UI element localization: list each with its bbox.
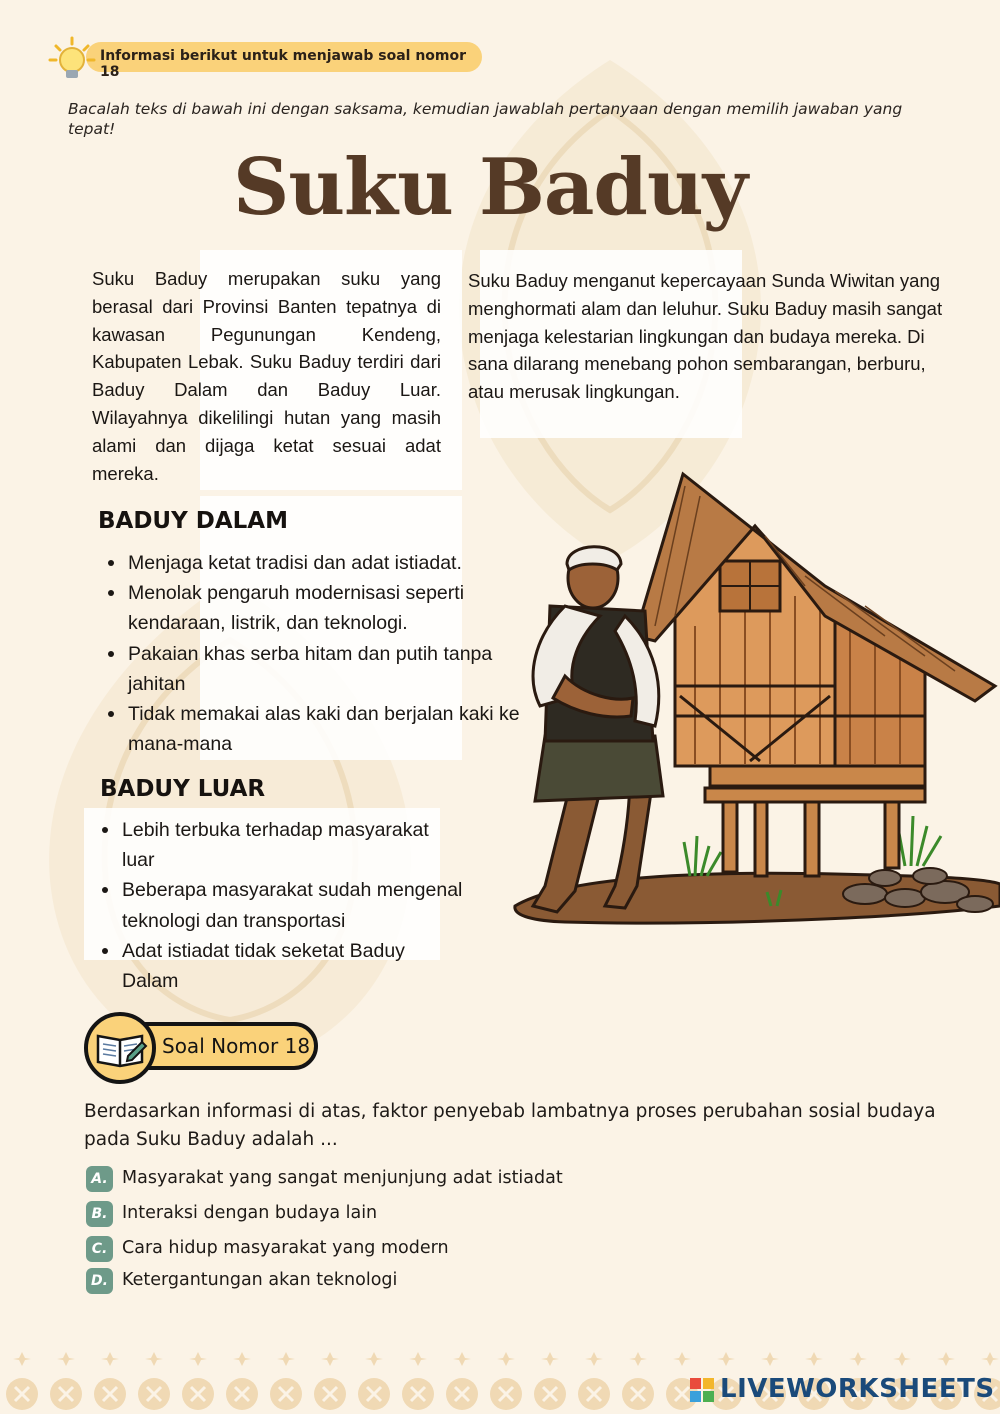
baduy-dalam-list [98,548,528,759]
list-item: Menolak pengaruh modernisasi seperti kendaraan, listrik, dan teknologi. [98,578,528,638]
open-book-icon [88,1016,152,1080]
baduy-dalam-heading: BADUY DALAM [98,508,288,534]
soal-badge [84,1010,324,1085]
option-letter: A. [86,1166,113,1192]
baduy-luar-heading: BADUY LUAR [100,776,266,802]
info-banner [48,36,484,78]
banner-text: Informasi berikut untuk menjawab soal nomor 18 [100,48,467,80]
question-text: Berdasarkan informasi di atas, faktor penyebab lambatnya proses perubahan sosial budaya pada Suku Baduy adalah ... [84,1101,936,1150]
baduy-man-and-house-illustration [505,466,1000,930]
soal-circle [84,1012,156,1084]
liveworksheets-logo-icon [690,1378,714,1402]
page-title: Suku Baduy [233,142,747,233]
option-c[interactable] [86,1236,646,1262]
option-text: Masyarakat yang sangat menjunjung adat istiadat [122,1168,563,1188]
baduy-luar-list [92,815,464,996]
list-item: Menjaga ketat tradisi dan adat istiadat. [98,548,528,578]
lightbulb-icon [48,36,96,84]
option-a[interactable] [86,1166,646,1192]
option-letter: D. [86,1268,113,1294]
option-letter: C. [86,1236,113,1262]
option-text: Interaksi dengan budaya lain [122,1203,378,1223]
option-letter: B. [86,1201,113,1227]
instruction-text: Bacalah teks di bawah ini dengan saksama, kemudian jawablah pertanyaan dengan memilih jawaban yang tepat! [68,100,903,138]
soal-label: Soal Nomor 18 [162,1034,311,1058]
option-d[interactable] [86,1268,646,1294]
option-text: Cara hidup masyarakat yang modern [122,1238,449,1258]
intro-left-paragraph: Suku Baduy merupakan suku yang berasal dari Provinsi Banten tepatnya di kawasan Pegunungan Kendeng, Kabupaten Lebak. Suku Baduy terdiri dari Baduy Dalam dan Baduy Luar. Wilayahnya dikelilingi hutan yang masih alami dan dijaga ketat sesuai adat mereka. [92,268,441,484]
list-item: Lebih terbuka terhadap masyarakat luar [92,815,464,875]
list-item: Tidak memakai alas kaki dan berjalan kaki ke mana-mana [98,699,528,759]
list-item: Pakaian khas serba hitam dan putih tanpa jahitan [98,639,528,699]
brand-text: LIVEWORKSHEETS [720,1374,995,1404]
list-item: Beberapa masyarakat sudah mengenal teknologi dan transportasi [92,875,464,935]
option-b[interactable] [86,1201,646,1227]
option-text: Ketergantungan akan teknologi [122,1270,398,1290]
intro-right-paragraph: Suku Baduy menganut kepercayaan Sunda Wiwitan yang menghormati alam dan leluhur. Suku Baduy masih sangat menjaga kelestarian lingkungan dan budaya mereka. Di sana dilarang menebang pohon sembarangan, berburu, atau merusak lingkungan. [468,270,943,403]
list-item: Adat istiadat tidak seketat Baduy Dalam [92,936,464,996]
